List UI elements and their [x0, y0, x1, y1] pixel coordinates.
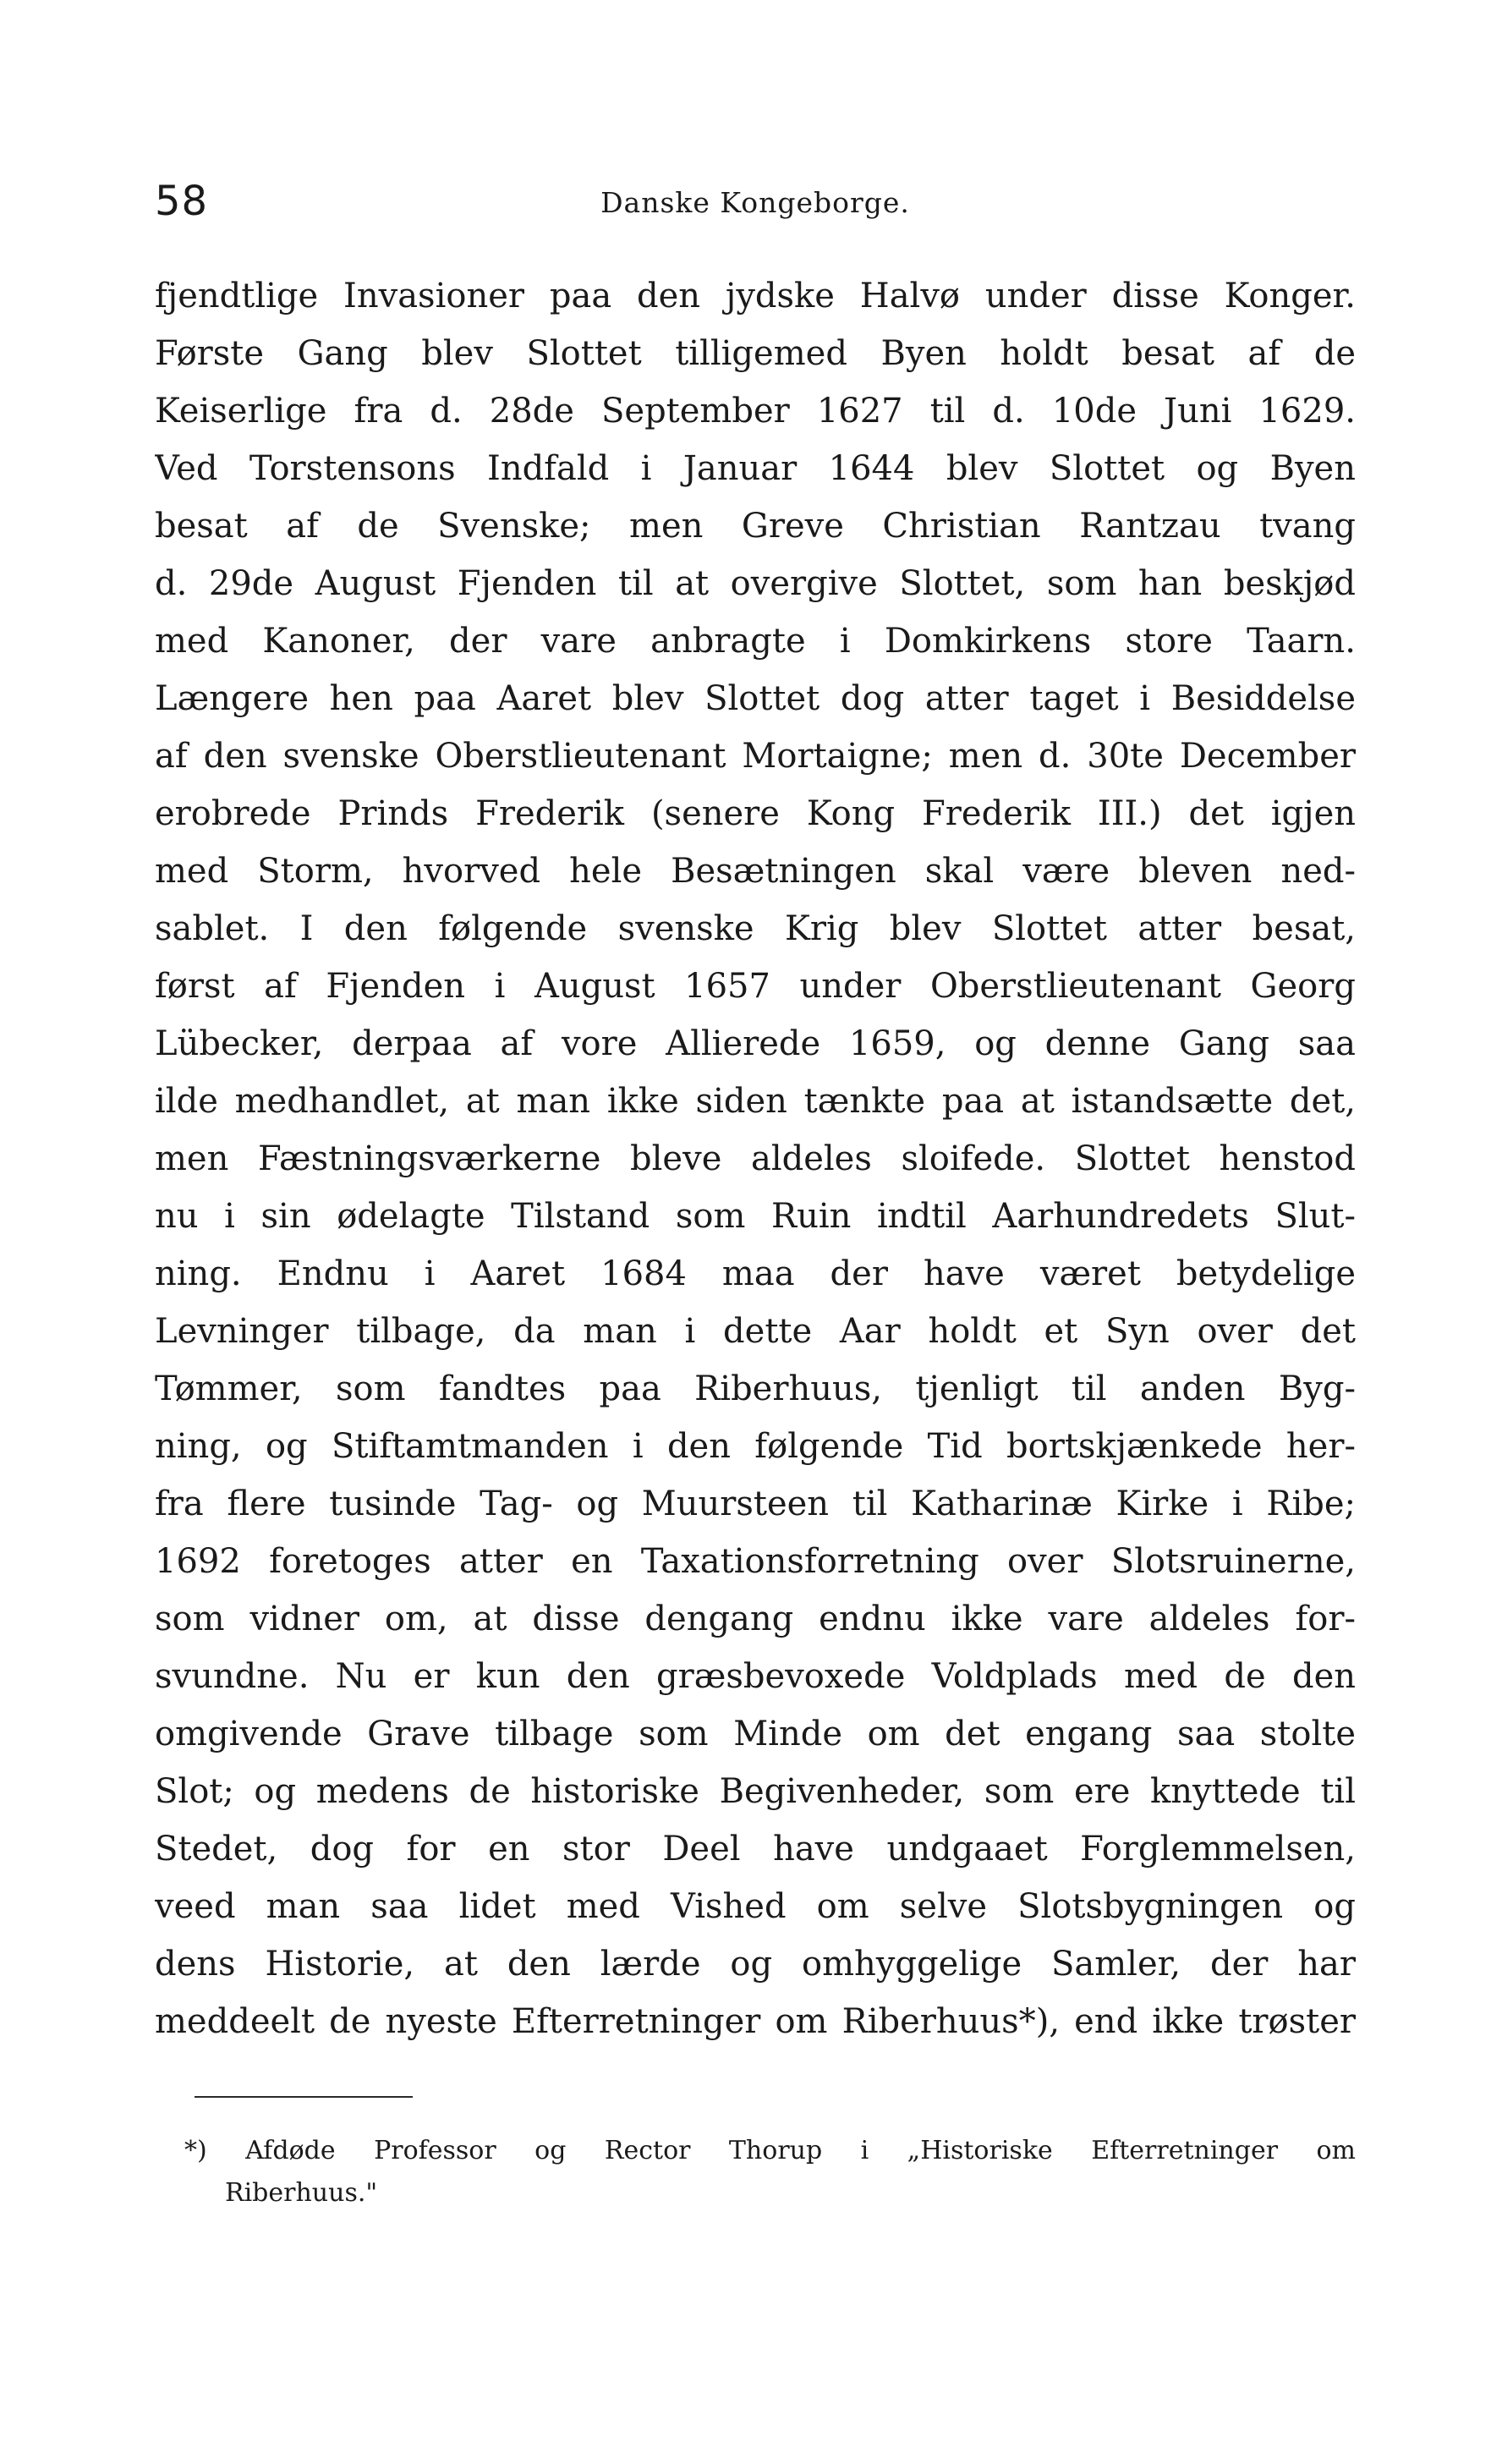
text-line: besat af de Svenske; men Greve Christian Rantzau tvang: [155, 507, 1356, 546]
text-line: Slot; og medens de historiske Begivenheder, som ere knyttede til: [155, 1772, 1356, 1811]
footnote-rule: [195, 2096, 413, 2098]
text-line: ilde medhandlet, at man ikke siden tænkte paa at istandsætte det,: [155, 1082, 1356, 1121]
text-line: Første Gang blev Slottet tilligemed Byen holdt besat af de: [155, 334, 1356, 373]
text-line: som vidner om, at disse dengang endnu ikke vare aldeles for-: [155, 1600, 1356, 1638]
body-text: [155, 267, 1356, 2050]
text-line: af den svenske Oberstlieutenant Mortaigne; men d. 30te December: [155, 737, 1356, 776]
text-line: sablet. I den følgende svenske Krig blev Slottet atter besat,: [155, 909, 1356, 948]
text-line: d. 29de August Fjenden til at overgive Slottet, som han beskjød: [155, 564, 1356, 603]
text-line: ning, og Stiftamtmanden i den følgende Tid bortskjænkede her-: [155, 1427, 1356, 1466]
text-line: 1692 foretoges atter en Taxationsforretning over Slotsruinerne,: [155, 1542, 1356, 1581]
text-line: Stedet, dog for en stor Deel have undgaaet Forglemmelsen,: [155, 1830, 1356, 1869]
text-line: Lübecker, derpaa af vore Allierede 1659, og denne Gang saa: [155, 1024, 1356, 1063]
page-header: [155, 176, 1356, 227]
text-line: svundne. Nu er kun den græsbevoxede Voldplads med de den: [155, 1657, 1356, 1696]
text-line: med Kanoner, der vare anbragte i Domkirkens store Taarn.: [155, 622, 1356, 661]
text-line: omgivende Grave tilbage som Minde om det engang saa stolte: [155, 1715, 1356, 1753]
text-line: først af Fjenden i August 1657 under Oberstlieutenant Georg: [155, 967, 1356, 1006]
text-line: Levninger tilbage, da man i dette Aar holdt et Syn over det: [155, 1312, 1356, 1351]
text-line: fra flere tusinde Tag- og Muursteen til Katharinæ Kirke i Ribe;: [155, 1484, 1356, 1523]
text-line: Ved Torstensons Indfald i Januar 1644 blev Slottet og Byen: [155, 449, 1356, 488]
page-number: 58: [155, 178, 209, 225]
text-line: fjendtlige Invasioner paa den jydske Halvø under disse Konger.: [155, 277, 1356, 316]
text-line: meddeelt de nyeste Efterretninger om Riberhuus*), end ikke trøster: [155, 2002, 1356, 2041]
footnote: [184, 2130, 1356, 2214]
footnote-line: *) Afdøde Professor og Rector Thorup i „Historiske Efterretninger om: [184, 2136, 1356, 2165]
text-line: Tømmer, som fandtes paa Riberhuus, tjenligt til anden Byg-: [155, 1369, 1356, 1408]
text-line: nu i sin ødelagte Tilstand som Ruin indtil Aarhundredets Slut-: [155, 1197, 1356, 1236]
text-line: ning. Endnu i Aaret 1684 maa der have været betydelige: [155, 1254, 1356, 1293]
footnote-line: Riberhuus.": [225, 2178, 378, 2208]
text-line: dens Historie, at den lærde og omhyggelige Samler, der har: [155, 1945, 1356, 1984]
text-line: Længere hen paa Aaret blev Slottet dog atter taget i Besiddelse: [155, 679, 1356, 718]
text-line: med Storm, hvorved hele Besætningen skal være bleven ned-: [155, 852, 1356, 891]
text-line: men Fæstningsværkerne bleve aldeles sloifede. Slottet henstod: [155, 1139, 1356, 1178]
text-line: erobrede Prinds Frederik (senere Kong Frederik III.) det igjen: [155, 794, 1356, 833]
running-head: Danske Kongeborge.: [600, 186, 910, 219]
text-line: veed man saa lidet med Vished om selve Slotsbygningen og: [155, 1887, 1356, 1926]
text-line: Keiserlige fra d. 28de September 1627 til d. 10de Juni 1629.: [155, 392, 1356, 431]
